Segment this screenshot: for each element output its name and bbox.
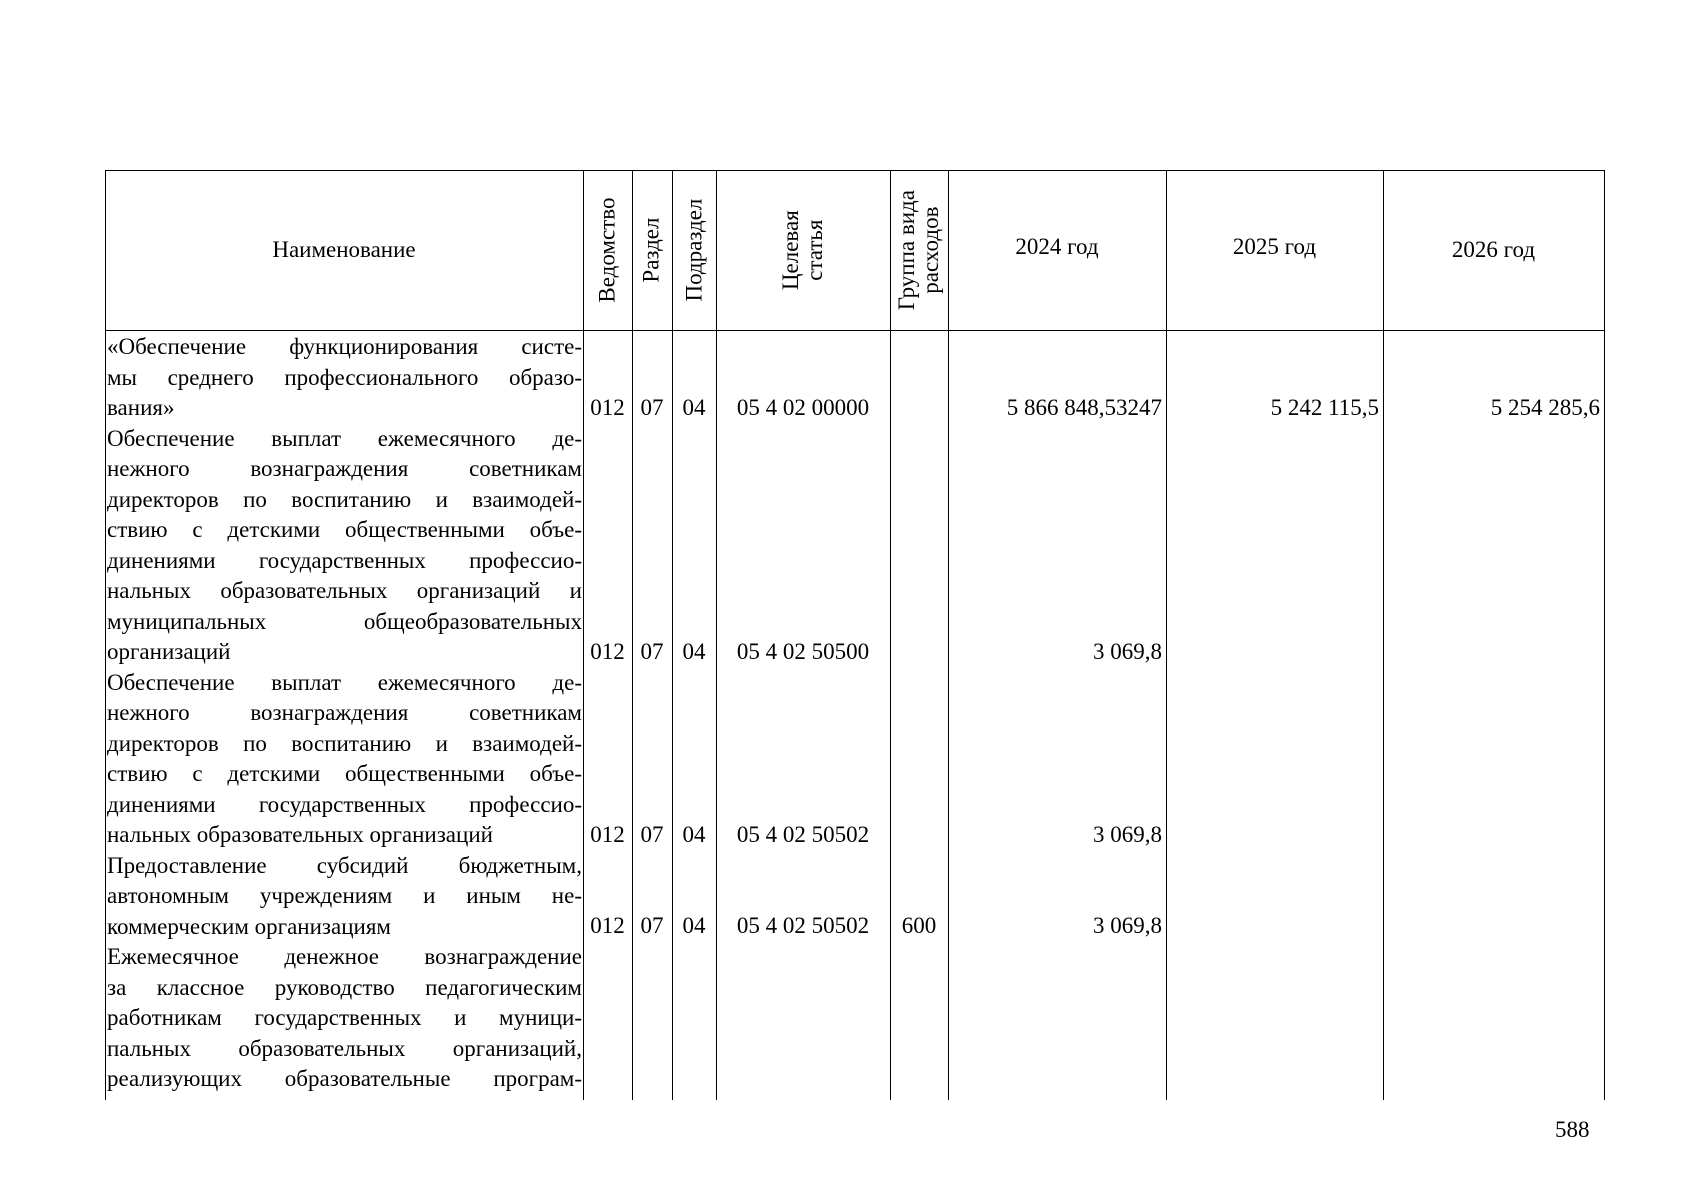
cell-section: 07	[640, 822, 664, 847]
name-line: за классное руководство педагогическим	[107, 974, 582, 1000]
cell-ministry: 012	[590, 913, 625, 938]
cell-2024: 5 866 848,53247	[1006, 395, 1162, 420]
header-ministry-label: Ведомство	[594, 197, 620, 303]
name-line: ствию с детскими общественными объе-	[107, 761, 582, 786]
cell-target: 05 4 02 50502	[736, 913, 870, 938]
header-year-2025-label: 2025 год	[1232, 234, 1317, 259]
cell-ministry: 012	[590, 395, 625, 420]
header-section	[632, 170, 672, 330]
name-line: Предоставление субсидий бюджетным,	[107, 852, 582, 878]
name-line: автономным учреждениям и иным не-	[107, 883, 582, 908]
name-line: пальных образовательных организаций,	[107, 1035, 582, 1061]
header-target-line: статья	[801, 219, 827, 281]
name-line: нежного вознаграждения советникам	[107, 456, 582, 481]
cell-target: 05 4 02 00000	[736, 395, 870, 420]
name-line: директоров по воспитанию и взаимодей-	[107, 730, 582, 756]
name-line: Обеспечение выплат ежемесячного де-	[107, 669, 582, 695]
header-expense-line: Группа вида	[893, 189, 919, 311]
name-line: динениями государственных профессио-	[107, 791, 582, 817]
cell-subsection: 04	[682, 639, 706, 664]
cell-expense-group: 600	[901, 913, 937, 938]
name-line: нальных образовательных организаций и	[107, 578, 582, 603]
cell-ministry: 012	[590, 639, 625, 664]
header-expense-group-label	[895, 190, 943, 310]
name-line: ствию с детскими общественными объе-	[107, 517, 582, 542]
cell-ministry: 012	[590, 822, 625, 847]
name-line: организаций	[107, 639, 231, 664]
table-border-right	[1604, 170, 1605, 1100]
header-target-article-label	[779, 210, 827, 290]
header-year-2024-label: 2024 год	[1015, 234, 1099, 259]
header-divider	[105, 330, 1605, 331]
header-year-2025	[1166, 167, 1383, 327]
name-line: коммерческим организациям	[107, 913, 391, 939]
cell-2025: 5 242 115,5	[1270, 395, 1379, 420]
cell-2024: 3 069,8	[1093, 822, 1162, 847]
header-section-label: Раздел	[638, 217, 664, 283]
header-subsection	[672, 170, 716, 330]
row-name-block	[107, 332, 582, 1095]
name-line: Ежемесячное денежное вознаграждение	[107, 944, 582, 969]
header-expense-group	[890, 170, 948, 330]
header-year-2026	[1383, 170, 1604, 330]
name-line: вания»	[107, 395, 175, 420]
cell-section: 07	[640, 639, 664, 664]
name-line: нежного вознаграждения советникам	[107, 700, 582, 725]
header-subsection-label: Подраздел	[680, 198, 706, 302]
header-name	[105, 170, 583, 330]
header-target-article	[716, 170, 890, 330]
header-year-2026-label: 2026 год	[1451, 237, 1536, 262]
cell-section: 07	[640, 913, 664, 938]
cell-section: 07	[640, 395, 664, 420]
header-year-2024	[948, 167, 1166, 327]
name-line: нальных образовательных организаций	[107, 822, 493, 847]
header-target-line: Целевая	[777, 210, 803, 290]
header-ministry	[583, 170, 632, 330]
header-expense-line: расходов	[918, 206, 944, 294]
name-line: динениями государственных профессио-	[107, 547, 582, 573]
cell-target: 05 4 02 50502	[736, 822, 870, 847]
cell-2026: 5 254 285,6	[1490, 395, 1600, 420]
cell-subsection: 04	[682, 822, 706, 847]
cell-subsection: 04	[682, 395, 706, 420]
name-line: работникам государственных и муници-	[107, 1005, 582, 1030]
cell-2024: 3 069,8	[1093, 639, 1162, 664]
cell-2024: 3 069,8	[1093, 913, 1162, 938]
budget-table	[105, 170, 1605, 1100]
name-line: «Обеспечение функционирования систе-	[107, 334, 582, 359]
name-line: реализующих образовательные програм-	[107, 1066, 582, 1091]
page-number: 588	[1555, 1117, 1590, 1142]
name-line: мы среднего профессионального образо-	[107, 364, 582, 390]
cell-target: 05 4 02 50500	[736, 639, 870, 664]
name-line: муниципальных общеобразовательных	[107, 608, 582, 634]
cell-subsection: 04	[682, 913, 706, 938]
name-line: Обеспечение выплат ежемесячного де-	[107, 425, 582, 451]
name-line: директоров по воспитанию и взаимодей-	[107, 486, 582, 512]
header-name-label: Наименование	[272, 237, 416, 262]
